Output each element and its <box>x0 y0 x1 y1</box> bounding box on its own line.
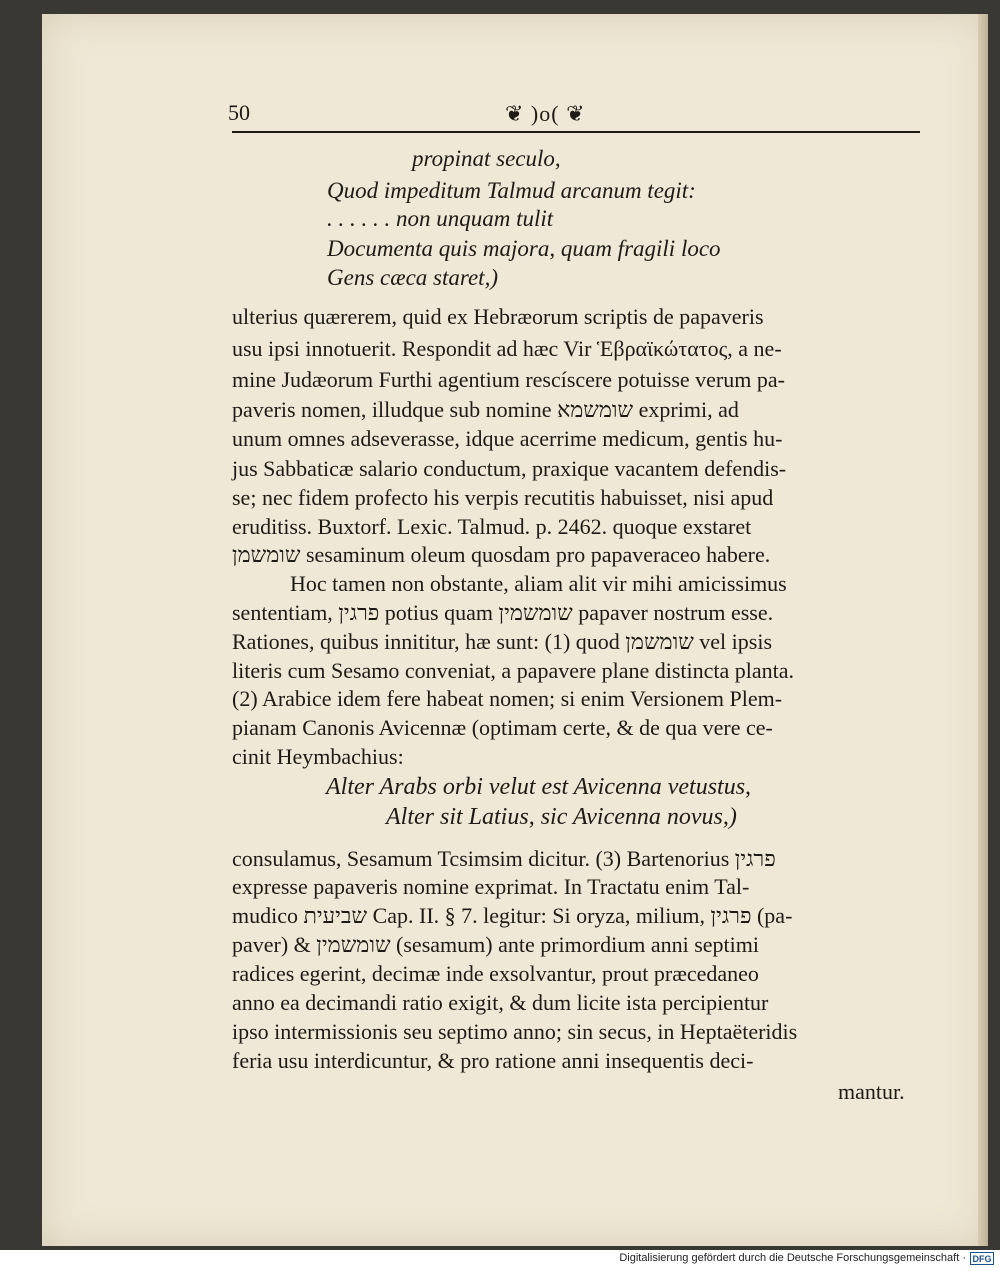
verse-line: Alter sit Latius, sic Avicenna novus,) <box>386 804 737 830</box>
page-edge <box>978 14 988 1246</box>
text-line: se; nec fidem profecto his verpis recutitis habuisset, nisi apud <box>232 485 774 510</box>
text-line: ipso intermissionis seu septimo anno; sin secus, in Heptaëteridis <box>232 1019 798 1044</box>
funding-credit: Digitalisierung gefördert durch die Deutsche Forschungsgemeinschaft · <box>619 1252 966 1264</box>
running-head-ornament: ❦ )o( ❦ <box>505 101 586 126</box>
text-line: jus Sabbaticæ salario conductum, praxique vacantem defendis- <box>232 456 787 481</box>
text-line: usu ipsi innotuerit. Respondit ad hæc Vir Ἑβραϊκώτατος, a ne- <box>232 336 782 361</box>
text-line: expresse papaveris nomine exprimat. In Tractatu enim Tal- <box>232 874 750 899</box>
text-line: paveris nomen, illudque sub nomine שומשמא exprimi, ad <box>232 397 739 422</box>
verse-line: . . . . . . non unquam tulit <box>327 206 554 231</box>
text-line: paver) & שומשמין (sesamum) ante primordium anni septimi <box>232 932 759 957</box>
text-line: consulamus, Sesamum Tcsimsim dicitur. (3) Bartenorius פרגין <box>232 846 776 871</box>
page-number: 50 <box>228 100 250 125</box>
text-line: ulterius quærerem, quid ex Hebræorum scriptis de papaveris <box>232 304 764 329</box>
dfg-logo[interactable]: DFG <box>970 1252 994 1265</box>
text-line: mantur. <box>838 1079 905 1104</box>
text-line: mine Judæorum Furthi agentium rescíscere potuisse verum pa- <box>232 367 785 392</box>
verse-line: Gens cæca staret,) <box>327 265 498 290</box>
verse-line: Documenta quis majora, quam fragili loco <box>327 236 721 261</box>
text-line: pianam Canonis Avicennæ (optimam certe, & de qua vere ce- <box>232 715 773 740</box>
text-line: Hoc tamen non obstante, aliam alit vir mihi amicissimus <box>290 571 787 596</box>
text-line: eruditiss. Buxtorf. Lexic. Talmud. p. 2462. quoque exstaret <box>232 514 752 539</box>
text-line: cinit Heymbachius: <box>232 744 404 769</box>
text-line: unum omnes adseverasse, idque acerrime medicum, gentis hu- <box>232 426 783 451</box>
text-line: Rationes, quibus innititur, hæ sunt: (1) quod שומשמן vel ipsis <box>232 629 773 654</box>
text-line: feria usu interdicuntur, & pro ratione anni insequentis deci- <box>232 1048 754 1073</box>
verse-line: propinat seculo, <box>412 146 561 171</box>
text-line: literis cum Sesamo conveniat, a papavere plane distincta planta. <box>232 658 795 683</box>
text-line: (2) Arabice idem fere habeat nomen; si enim Versionem Plem- <box>232 686 783 711</box>
text-line: sententiam, פרגין potius quam שומשמין papaver nostrum esse. <box>232 600 774 625</box>
text-line: שומשמן sesaminum oleum quosdam pro papaveraceo habere. <box>232 542 771 567</box>
header-rule <box>232 131 920 133</box>
verse-line: Alter Arabs orbi velut est Avicenna vetustus, <box>326 774 752 800</box>
verse-line: Quod impeditum Talmud arcanum tegit: <box>327 178 696 203</box>
text-line: mudico שביעית Cap. II. § 7. legitur: Si oryza, milium, פרגין (pa- <box>232 903 793 928</box>
text-line: radices egerint, decimæ inde exsolvantur, prout præcedaneo <box>232 961 759 986</box>
text-line: anno ea decimandi ratio exigit, & dum licite ista percipientur <box>232 990 769 1015</box>
